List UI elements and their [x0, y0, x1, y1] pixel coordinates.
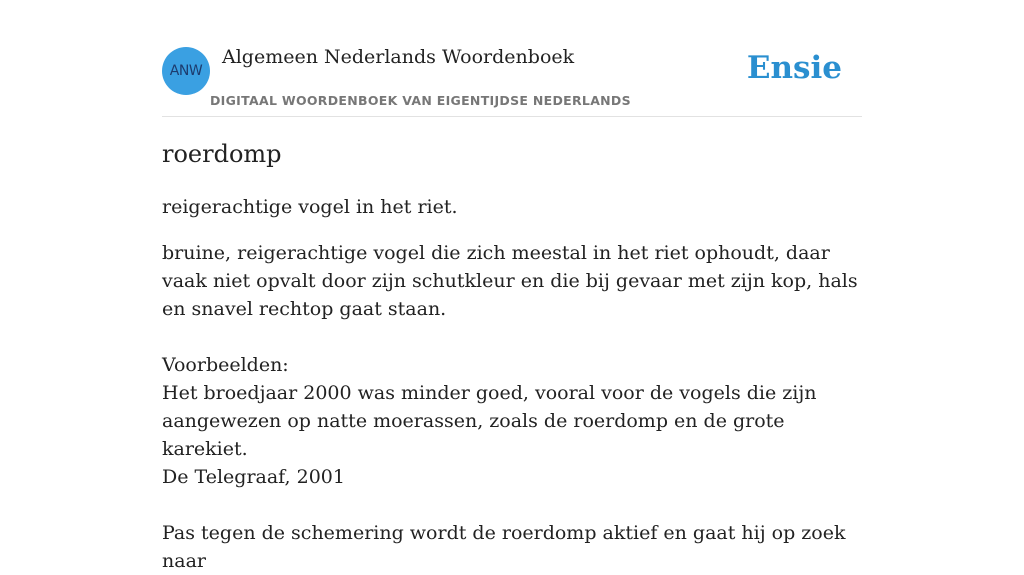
example-source: De Telegraaf, 2001	[162, 466, 345, 488]
short-definition: reigerachtige vogel in het riet.	[162, 196, 458, 218]
entry-headword: roerdomp	[162, 140, 282, 168]
site-title[interactable]: Algemeen Nederlands Woordenboek	[222, 46, 575, 68]
ensie-brand-link[interactable]: Ensie	[746, 50, 842, 86]
examples-label: Voorbeelden:	[162, 354, 289, 376]
page-container	[162, 0, 862, 572]
site-subtitle: DIGITAAL WOORDENBOEK VAN EIGENTIJDSE NEDERLANDS	[210, 93, 631, 108]
logo-text: ANW	[169, 63, 203, 79]
example-text: Het broedjaar 2000 was minder goed, vooral voor de vogels die zijn aangewezen op natte moerassen, zoals de roerdomp en de grote karekiet.	[162, 382, 817, 460]
site-header	[162, 0, 862, 117]
anw-logo[interactable]	[162, 47, 210, 95]
entry-body	[162, 239, 862, 575]
example-text: Pas tegen de schemering wordt de roerdomp aktief en gaat hij op zoek naar	[162, 522, 846, 572]
long-definition: bruine, reigerachtige vogel die zich meestal in het riet ophoudt, daar vaak niet opvalt door zijn schutkleur en die bij gevaar met zijn kop, hals en snavel rechtop gaat staan.	[162, 242, 858, 320]
